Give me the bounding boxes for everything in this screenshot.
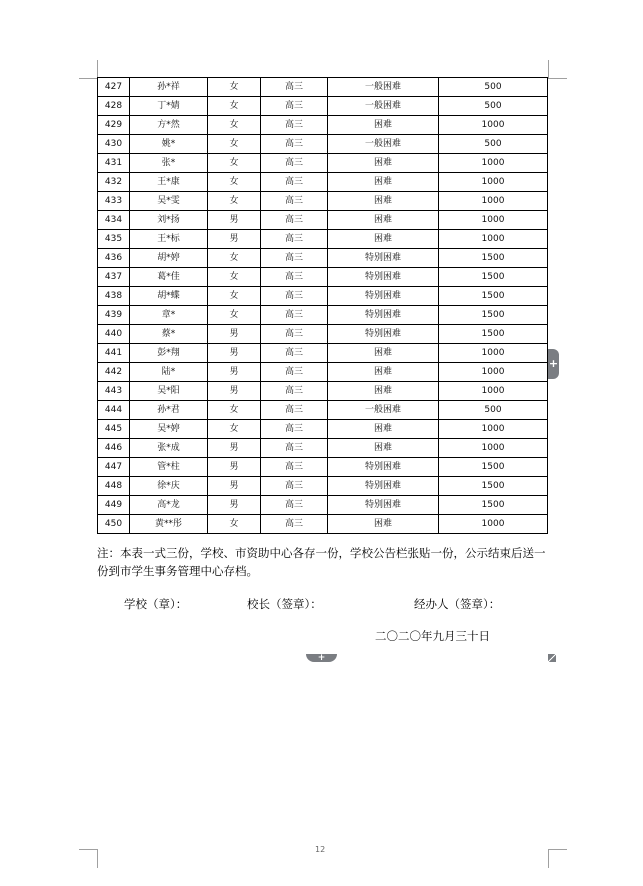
cell-amount: 500 xyxy=(439,78,548,97)
cell-student-name: 王*康 xyxy=(130,173,208,192)
cell-student-name: 孙*祥 xyxy=(130,78,208,97)
cell-amount: 1500 xyxy=(439,477,548,496)
table-row xyxy=(98,477,548,496)
cell-student-name: 丁*婧 xyxy=(130,97,208,116)
cell-grade: 高三 xyxy=(261,439,328,458)
cell-student-name: 方*然 xyxy=(130,116,208,135)
cell-amount: 1000 xyxy=(439,382,548,401)
cell-difficulty-level: 特别困难 xyxy=(328,496,439,515)
cell-difficulty-level: 困难 xyxy=(328,116,439,135)
cell-row-number: 450 xyxy=(98,515,130,534)
cell-amount: 1000 xyxy=(439,173,548,192)
cell-grade: 高三 xyxy=(261,515,328,534)
cell-row-number: 434 xyxy=(98,211,130,230)
date-text: 二〇二〇年九月三十日 xyxy=(375,629,490,643)
cell-gender: 女 xyxy=(208,306,261,325)
cell-row-number: 438 xyxy=(98,287,130,306)
cell-row-number: 433 xyxy=(98,192,130,211)
table-row xyxy=(98,154,548,173)
cell-grade: 高三 xyxy=(261,287,328,306)
cell-amount: 1500 xyxy=(439,458,548,477)
cell-difficulty-level: 困难 xyxy=(328,515,439,534)
handler-sign-label: 经办人（签章）： xyxy=(414,597,501,611)
cell-student-name: 胡*婷 xyxy=(130,249,208,268)
cell-row-number: 442 xyxy=(98,363,130,382)
cell-amount: 500 xyxy=(439,135,548,154)
cell-grade: 高三 xyxy=(261,135,328,154)
cell-row-number: 441 xyxy=(98,344,130,363)
cell-student-name: 孙*君 xyxy=(130,401,208,420)
cell-row-number: 447 xyxy=(98,458,130,477)
cell-student-name: 张*成 xyxy=(130,439,208,458)
cell-grade: 高三 xyxy=(261,306,328,325)
cell-row-number: 428 xyxy=(98,97,130,116)
cell-student-name: 姚* xyxy=(130,135,208,154)
cell-student-name: 高*龙 xyxy=(130,496,208,515)
cell-difficulty-level: 特别困难 xyxy=(328,287,439,306)
cell-gender: 女 xyxy=(208,192,261,211)
cell-difficulty-level: 困难 xyxy=(328,192,439,211)
table-row xyxy=(98,325,548,344)
cell-amount: 1000 xyxy=(439,211,548,230)
cell-amount: 500 xyxy=(439,401,548,420)
cell-student-name: 黄**彤 xyxy=(130,515,208,534)
cell-grade: 高三 xyxy=(261,230,328,249)
cell-grade: 高三 xyxy=(261,344,328,363)
cell-difficulty-level: 困难 xyxy=(328,230,439,249)
cell-row-number: 446 xyxy=(98,439,130,458)
cell-amount: 1000 xyxy=(439,439,548,458)
table-row xyxy=(98,211,548,230)
cell-difficulty-level: 困难 xyxy=(328,420,439,439)
cell-difficulty-level: 特别困难 xyxy=(328,306,439,325)
cell-row-number: 439 xyxy=(98,306,130,325)
table-note: 注：本表一式三份，学校、市资助中心各存一份，学校公告栏张贴一份，公示结束后送一份到市学生事务管理中心存档。 xyxy=(97,546,546,578)
table-row xyxy=(98,363,548,382)
cell-student-name: 陆* xyxy=(130,363,208,382)
table-row xyxy=(98,344,548,363)
cell-row-number: 432 xyxy=(98,173,130,192)
cell-amount: 1000 xyxy=(439,230,548,249)
table-row xyxy=(98,97,548,116)
cell-row-number: 427 xyxy=(98,78,130,97)
cell-student-name: 管*柱 xyxy=(130,458,208,477)
cell-student-name: 蔡* xyxy=(130,325,208,344)
cell-gender: 女 xyxy=(208,154,261,173)
cell-row-number: 430 xyxy=(98,135,130,154)
cell-amount: 500 xyxy=(439,97,548,116)
cell-gender: 男 xyxy=(208,211,261,230)
cell-grade: 高三 xyxy=(261,211,328,230)
cell-gender: 男 xyxy=(208,344,261,363)
cell-difficulty-level: 一般困难 xyxy=(328,97,439,116)
cell-gender: 女 xyxy=(208,249,261,268)
cell-difficulty-level: 困难 xyxy=(328,344,439,363)
cell-grade: 高三 xyxy=(261,401,328,420)
table-row xyxy=(98,382,548,401)
table-row xyxy=(98,173,548,192)
school-seal-label: 学校（章）： xyxy=(124,597,188,611)
cell-student-name: 吴*阳 xyxy=(130,382,208,401)
cell-grade: 高三 xyxy=(261,192,328,211)
cell-row-number: 444 xyxy=(98,401,130,420)
cell-amount: 1000 xyxy=(439,116,548,135)
cell-student-name: 吴*雯 xyxy=(130,192,208,211)
table-row xyxy=(98,287,548,306)
cell-amount: 1500 xyxy=(439,496,548,515)
cell-difficulty-level: 特别困难 xyxy=(328,477,439,496)
cell-difficulty-level: 特别困难 xyxy=(328,249,439,268)
cell-gender: 女 xyxy=(208,287,261,306)
expand-right-icon[interactable]: + xyxy=(548,349,559,379)
cell-amount: 1500 xyxy=(439,306,548,325)
cell-grade: 高三 xyxy=(261,382,328,401)
cell-student-name: 胡*蝶 xyxy=(130,287,208,306)
cell-amount: 1500 xyxy=(439,325,548,344)
cell-difficulty-level: 困难 xyxy=(328,363,439,382)
cell-row-number: 429 xyxy=(98,116,130,135)
cell-grade: 高三 xyxy=(261,78,328,97)
cell-student-name: 葛*佳 xyxy=(130,268,208,287)
cell-difficulty-level: 一般困难 xyxy=(328,135,439,154)
cell-gender: 女 xyxy=(208,78,261,97)
cell-gender: 男 xyxy=(208,230,261,249)
crop-mark-bottom-right xyxy=(548,849,567,868)
table-row xyxy=(98,420,548,439)
cell-difficulty-level: 一般困难 xyxy=(328,78,439,97)
principal-sign-label: 校长（签章）： xyxy=(247,597,322,611)
table-row xyxy=(98,116,548,135)
cell-amount: 1000 xyxy=(439,515,548,534)
cell-grade: 高三 xyxy=(261,268,328,287)
cell-gender: 女 xyxy=(208,135,261,154)
cell-gender: 女 xyxy=(208,401,261,420)
cell-difficulty-level: 困难 xyxy=(328,382,439,401)
cell-grade: 高三 xyxy=(261,249,328,268)
cell-gender: 女 xyxy=(208,515,261,534)
table-row xyxy=(98,249,548,268)
table-row xyxy=(98,496,548,515)
cell-grade: 高三 xyxy=(261,477,328,496)
cell-gender: 女 xyxy=(208,97,261,116)
cell-gender: 女 xyxy=(208,116,261,135)
cell-student-name: 张* xyxy=(130,154,208,173)
cell-grade: 高三 xyxy=(261,496,328,515)
cell-gender: 男 xyxy=(208,496,261,515)
crop-mark-top-left xyxy=(79,60,98,79)
table-row xyxy=(98,192,548,211)
cell-student-name: 吴*婷 xyxy=(130,420,208,439)
cell-gender: 男 xyxy=(208,382,261,401)
cell-difficulty-level: 一般困难 xyxy=(328,401,439,420)
cell-grade: 高三 xyxy=(261,420,328,439)
table-row xyxy=(98,458,548,477)
cell-student-name: 章* xyxy=(130,306,208,325)
cell-gender: 男 xyxy=(208,477,261,496)
cell-gender: 男 xyxy=(208,458,261,477)
cell-amount: 1500 xyxy=(439,268,548,287)
cell-grade: 高三 xyxy=(261,458,328,477)
table-row xyxy=(98,78,548,97)
cell-difficulty-level: 特别困难 xyxy=(328,325,439,344)
cell-student-name: 刘*扬 xyxy=(130,211,208,230)
cell-difficulty-level: 困难 xyxy=(328,211,439,230)
crop-mark-bottom-left xyxy=(79,849,98,868)
table-row xyxy=(98,439,548,458)
cell-student-name: 王*标 xyxy=(130,230,208,249)
cell-amount: 1000 xyxy=(439,154,548,173)
cell-grade: 高三 xyxy=(261,97,328,116)
cell-grade: 高三 xyxy=(261,325,328,344)
cell-gender: 女 xyxy=(208,268,261,287)
cell-difficulty-level: 特别困难 xyxy=(328,268,439,287)
table-row xyxy=(98,306,548,325)
cell-grade: 高三 xyxy=(261,154,328,173)
cell-gender: 男 xyxy=(208,439,261,458)
cell-amount: 1500 xyxy=(439,287,548,306)
subsidy-table xyxy=(97,77,548,534)
table-row xyxy=(98,515,548,534)
cell-gender: 男 xyxy=(208,363,261,382)
cell-row-number: 435 xyxy=(98,230,130,249)
cell-gender: 女 xyxy=(208,173,261,192)
cell-grade: 高三 xyxy=(261,116,328,135)
expand-bottom-icon[interactable]: + xyxy=(306,654,337,662)
cell-grade: 高三 xyxy=(261,173,328,192)
cell-row-number: 436 xyxy=(98,249,130,268)
table-row xyxy=(98,268,548,287)
cell-grade: 高三 xyxy=(261,363,328,382)
cell-row-number: 449 xyxy=(98,496,130,515)
table-row xyxy=(98,135,548,154)
crop-mark-top-right xyxy=(548,60,567,79)
resize-handle-icon[interactable] xyxy=(548,654,556,662)
cell-row-number: 437 xyxy=(98,268,130,287)
cell-amount: 1000 xyxy=(439,420,548,439)
cell-student-name: 彭*翔 xyxy=(130,344,208,363)
table-row xyxy=(98,230,548,249)
cell-row-number: 443 xyxy=(98,382,130,401)
cell-difficulty-level: 特别困难 xyxy=(328,458,439,477)
cell-gender: 女 xyxy=(208,420,261,439)
cell-amount: 1000 xyxy=(439,344,548,363)
cell-row-number: 440 xyxy=(98,325,130,344)
cell-gender: 男 xyxy=(208,325,261,344)
page-number: 12 xyxy=(315,845,326,854)
cell-amount: 1000 xyxy=(439,192,548,211)
cell-row-number: 431 xyxy=(98,154,130,173)
cell-row-number: 445 xyxy=(98,420,130,439)
cell-student-name: 徐*庆 xyxy=(130,477,208,496)
cell-difficulty-level: 困难 xyxy=(328,154,439,173)
table-row xyxy=(98,401,548,420)
cell-row-number: 448 xyxy=(98,477,130,496)
cell-difficulty-level: 困难 xyxy=(328,173,439,192)
cell-amount: 1500 xyxy=(439,249,548,268)
cell-difficulty-level: 困难 xyxy=(328,439,439,458)
cell-amount: 1000 xyxy=(439,363,548,382)
